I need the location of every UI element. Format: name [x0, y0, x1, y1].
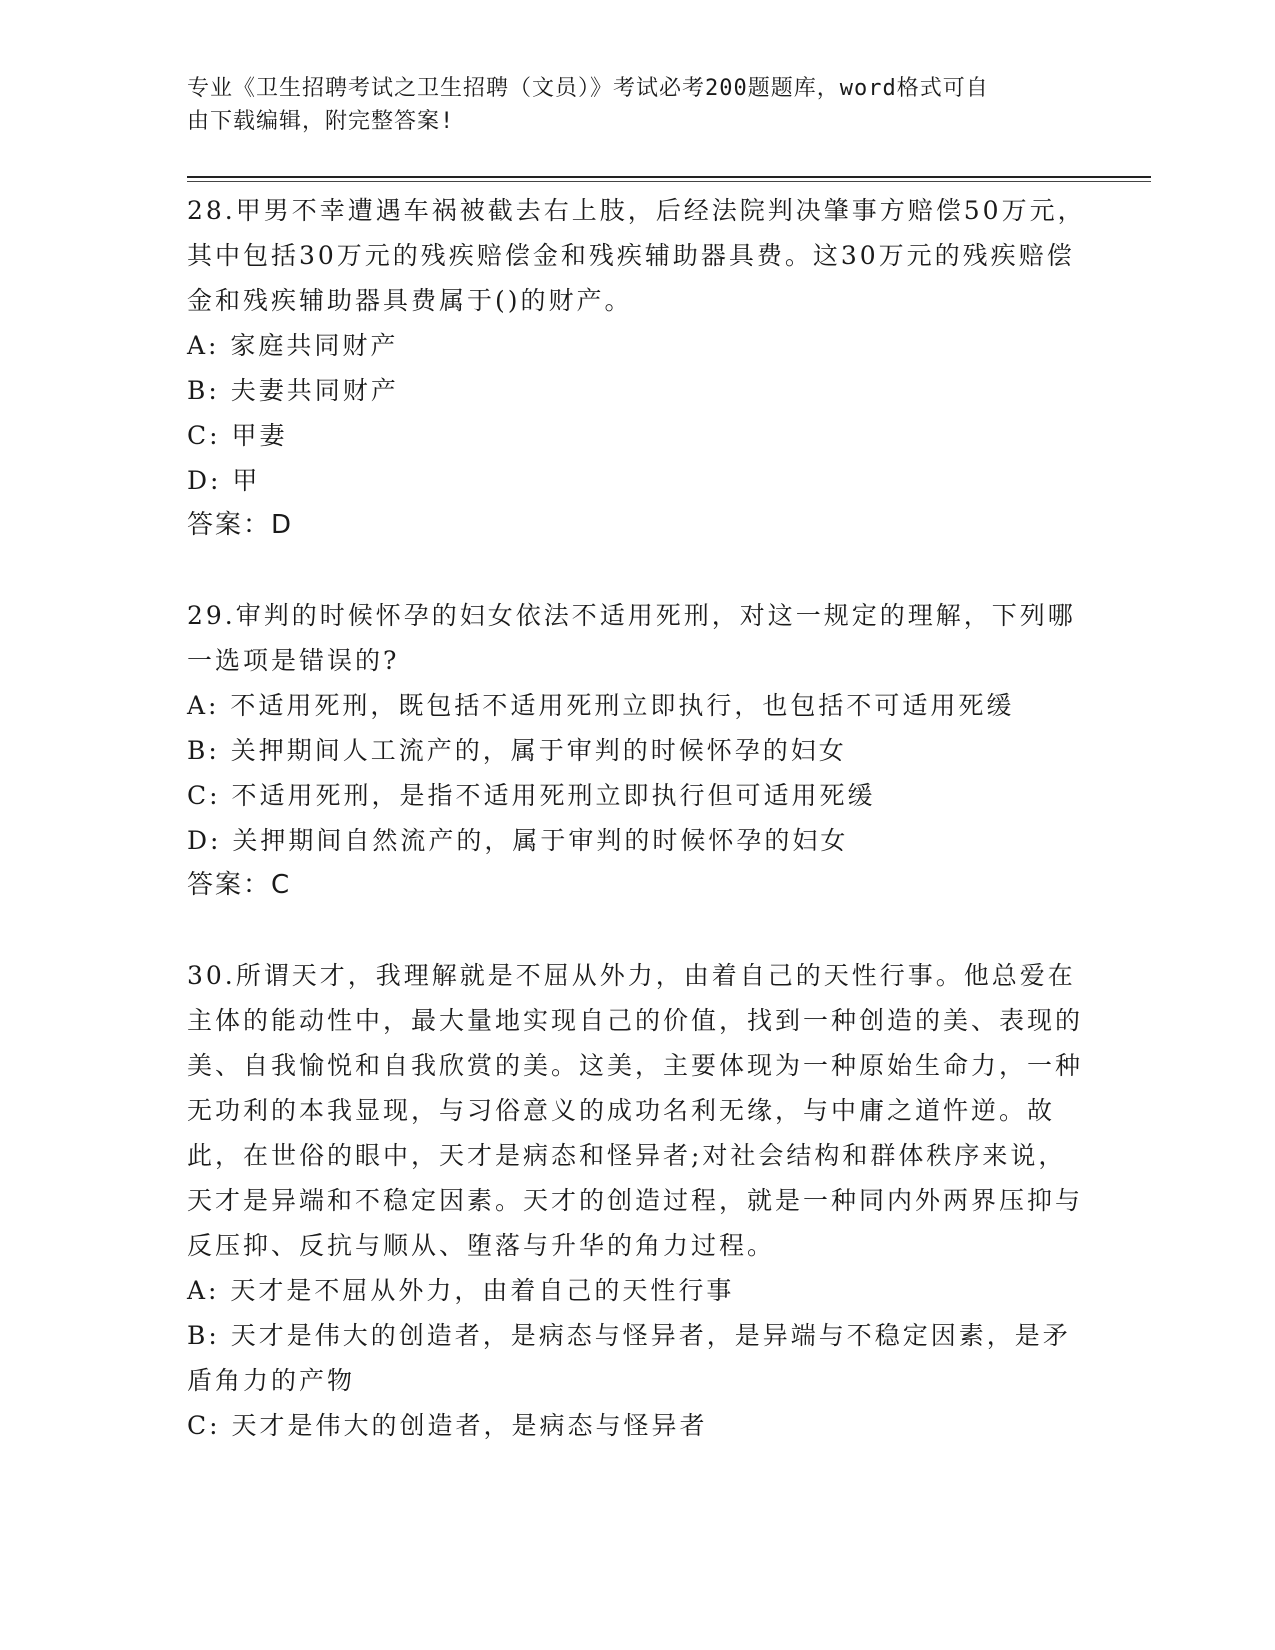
- option-a: A: 不适用死刑，既包括不适用死刑立即执行，也包括不可适用死缓: [187, 691, 1015, 720]
- question-30: [187, 953, 1087, 1448]
- option-b: B: 夫妻共同财产: [187, 376, 399, 405]
- header-divider-thin: [187, 181, 1151, 182]
- option-c: C: 天才是伟大的创造者，是病态与怪异者: [187, 1411, 708, 1440]
- option-b: B: 天才是伟大的创造者，是病态与怪异者，是异端与不稳定因素，是矛盾角力的产物: [187, 1321, 1071, 1395]
- question-28: [187, 188, 1087, 548]
- option-a: A: 天才是不屈从外力，由着自己的天性行事: [187, 1276, 735, 1305]
- answer-label: 答案：C: [187, 870, 292, 900]
- option-d: D: 甲: [187, 466, 261, 495]
- header-divider: [187, 176, 1151, 178]
- option-c: C: 不适用死刑，是指不适用死刑立即执行但可适用死缓: [187, 781, 876, 810]
- answer-label: 答案：D: [187, 510, 294, 540]
- question-stem: 29.审判的时候怀孕的妇女依法不适用死刑，对这一规定的理解，下列哪一选项是错误的?: [187, 601, 1076, 675]
- question-list: [187, 188, 1087, 1493]
- question-29: [187, 593, 1087, 908]
- option-d: D: 关押期间自然流产的，属于审判的时候怀孕的妇女: [187, 826, 849, 855]
- option-b: B: 关押期间人工流产的，属于审判的时候怀孕的妇女: [187, 736, 847, 765]
- option-a: A: 家庭共同财产: [187, 331, 399, 360]
- document-header: [187, 72, 1067, 138]
- header-title-line-1: 专业《卫生招聘考试之卫生招聘（文员）》考试必考200题题库，word格式可自: [187, 76, 989, 101]
- header-title-line-2: 由下载编辑，附完整答案!: [187, 109, 455, 134]
- option-c: C: 甲妻: [187, 421, 288, 450]
- question-stem: 30.所谓天才，我理解就是不屈从外力，由着自己的天性行事。他总爱在主体的能动性中，最大量地实现自己的价值，找到一种创造的美、表现的美、自我愉悦和自我欣赏的美。这美，主要体现为一种原始生命力，一种无功利的本我显现，与习俗意义的成功名利无缘，与中庸之道忤逆。故此，在世俗的眼中，天才是病态和怪异者;对社会结构和群体秩序来说，天才是异端和不稳定因素。天才的创造过程，就是一种同内外两界压抑与反压抑、反抗与顺从、堕落与升华的角力过程。: [187, 961, 1084, 1260]
- question-stem: 28.甲男不幸遭遇车祸被截去右上肢，后经法院判决肇事方赔偿50万元，其中包括30万元的残疾赔偿金和残疾辅助器具费。这30万元的残疾赔偿金和残疾辅助器具费属于()的财产。: [187, 196, 1086, 315]
